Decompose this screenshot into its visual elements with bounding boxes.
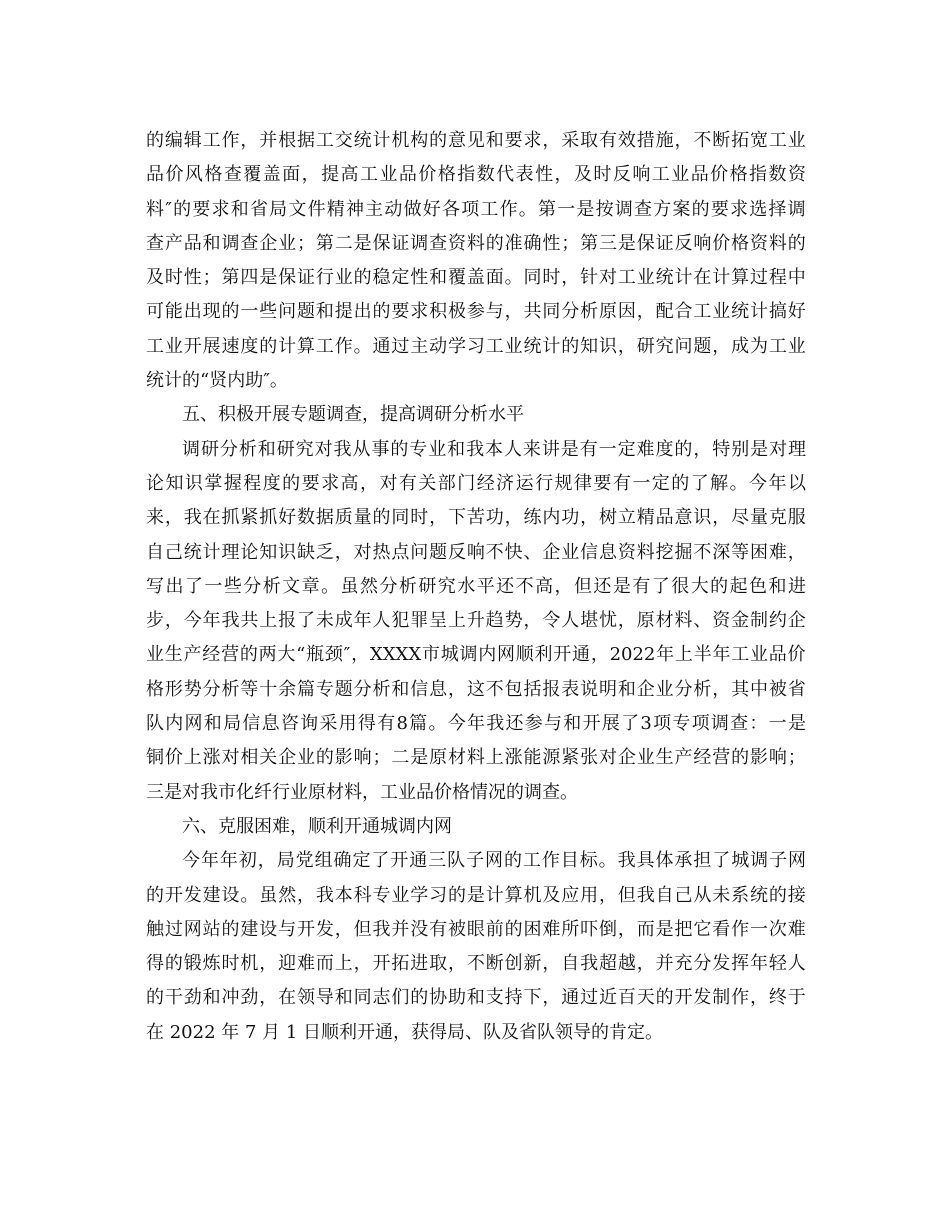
paragraph-line: 三是对我市化纤行业原材料，工业品价格情况的调查。	[146, 781, 578, 803]
paragraph-line: 自 己 统 计 理 论 知 识 缺 乏 ， 对 热 点 问 题 反 响 不 快 、 企 业 信 息 资 料 挖 掘 不 深 等 困 难 ，	[146, 541, 806, 563]
section-heading: 五、积极开展专题调查，提高调研分析水平	[182, 404, 524, 426]
paragraph-line: 格 形 势 分 析 等 十 余 篇 专 题 分 析 和 信 息 ， 这 不 包 括 报 表 说 明 和 企 业 分 析 ， 其 中 被 省	[146, 678, 806, 700]
paragraph-line: 今 年 年 初 ， 局 党 组 确 定 了 开 通 三 队 子 网 的 工 作 目 标 。 我 具 体 承 担 了 城 调 子 网	[182, 850, 806, 872]
paragraph-line: 得 的 锻 炼 时 机 ， 迎 难 而 上 ， 开 拓 进 取 ， 不 断 创 新 ， 自 我 超 越 ， 并 充 分 发 挥 年 轻 人	[146, 953, 806, 975]
paragraph-line: 料 ″ 的 要 求 和 省 局 文 件 精 神 主 动 做 好 各 项 工 作 。 第 一 是 按 调 查 方 案 的 要 求 选 择 调	[146, 198, 806, 220]
paragraph-line: 的 编 辑 工 作 ， 并 根 据 工 交 统 计 机 构 的 意 见 和 要 求 ， 采 取 有 效 措 施 ， 不 断 拓 宽 工 业	[146, 130, 806, 151]
paragraph-line: 论 知 识 掌 握 程 度 的 要 求 高 ， 对 有 关 部 门 经 济 运 行 规 律 要 有 一 定 的 了 解 。 今 年 以	[146, 472, 806, 494]
paragraph-line: 步 ， 今 年 我 共 上 报 了 未 成 年 人 犯 罪 呈 上 升 趋 势 ， 令 人 堪 忧 ， 原 材 料 、 资 金 制 约 企	[146, 610, 806, 632]
document-body	[146, 124, 806, 1050]
paragraph-line: 写 出 了 一 些 分 析 文 章 。 虽 然 分 析 研 究 水 平 还 不 高 ， 但 还 是 有 了 很 大 的 起 色 和 进	[146, 575, 806, 597]
paragraph-line: 的 干 劲 和 冲 劲 ， 在 领 导 和 同 志 们 的 协 助 和 支 持 下 ， 通 过 近 百 天 的 开 发 制 作 ， 终 于	[146, 987, 806, 1009]
paragraph-line: 统计的“贤内助″。	[146, 370, 288, 392]
paragraph-line: 铜 价 上 涨 对 相 关 企 业 的 影 响 ； 二 是 原 材 料 上 涨 能 源 紧 张 对 企 业 生 产 经 营 的 影 响 ；	[146, 747, 806, 769]
paragraph-line: 调 研 分 析 和 研 究 对 我 从 事 的 专 业 和 我 本 人 来 讲 是 有 一 定 难 度 的 ， 特 别 是 对 理	[182, 438, 806, 460]
paragraph-line: 可 能 出 现 的 一 些 问 题 和 提 出 的 要 求 积 极 参 与 ， 共 同 分 析 原 因 ， 配 合 工 业 统 计 搞 好	[146, 301, 806, 323]
paragraph-line: 业 生 产 经 营 的 两 大 “ 瓶 颈 ″ ， XXXX 市 城 调 内 网 顺 利 开 通 ， 2022 年 上 半 年 工 业 品 价	[146, 644, 806, 666]
paragraph-line: 品 价 风 格 查 覆 盖 面 ， 提 高 工 业 品 价 格 指 数 代 表 性 ， 及 时 反 响 工 业 品 价 格 指 数 资	[146, 164, 806, 186]
paragraph-line: 来 ， 我 在 抓 紧 抓 好 数 据 质 量 的 同 时 ， 下 苦 功 ， 练 内 功 ， 树 立 精 品 意 识 ， 尽 量 克 服	[146, 507, 806, 529]
paragraph-line: 触 过 网 站 的 建 设 与 开 发 ， 但 我 并 没 有 被 眼 前 的 困 难 所 吓 倒 ， 而 是 把 它 看 作 一 次 难	[146, 918, 806, 940]
paragraph-line: 队 内 网 和 局 信 息 咨 询 采 用 得 有 8 篇 。 今 年 我 还 参 与 和 开 展 了 3 项 专 项 调 查 ： 一 是	[146, 713, 806, 735]
paragraph-line: 在 2022 年 7 月 1 日顺利开通，获得局、队及省队领导的肯定。	[146, 1021, 664, 1043]
section-heading: 六、克服困难，顺利开通城调内网	[182, 815, 452, 837]
paragraph-line: 的 开 发 建 设 。 虽 然 ， 我 本 科 专 业 学 习 的 是 计 算 机 及 应 用 ， 但 我 自 己 从 未 系 统 的 接	[146, 884, 806, 906]
paragraph-line: 查 产 品 和 调 查 企 业 ； 第 二 是 保 证 调 查 资 料 的 准 确 性 ； 第 三 是 保 证 反 响 价 格 资 料 的	[146, 232, 806, 254]
paragraph-line: 工 业 开 展 速 度 的 计 算 工 作 。 通 过 主 动 学 习 工 业 统 计 的 知 识 ， 研 究 问 题 ， 成 为 工 业	[146, 335, 806, 357]
paragraph-line: 及 时 性 ； 第 四 是 保 证 行 业 的 稳 定 性 和 覆 盖 面 。 同 时 ， 针 对 工 业 统 计 在 计 算 过 程 中	[146, 267, 806, 289]
